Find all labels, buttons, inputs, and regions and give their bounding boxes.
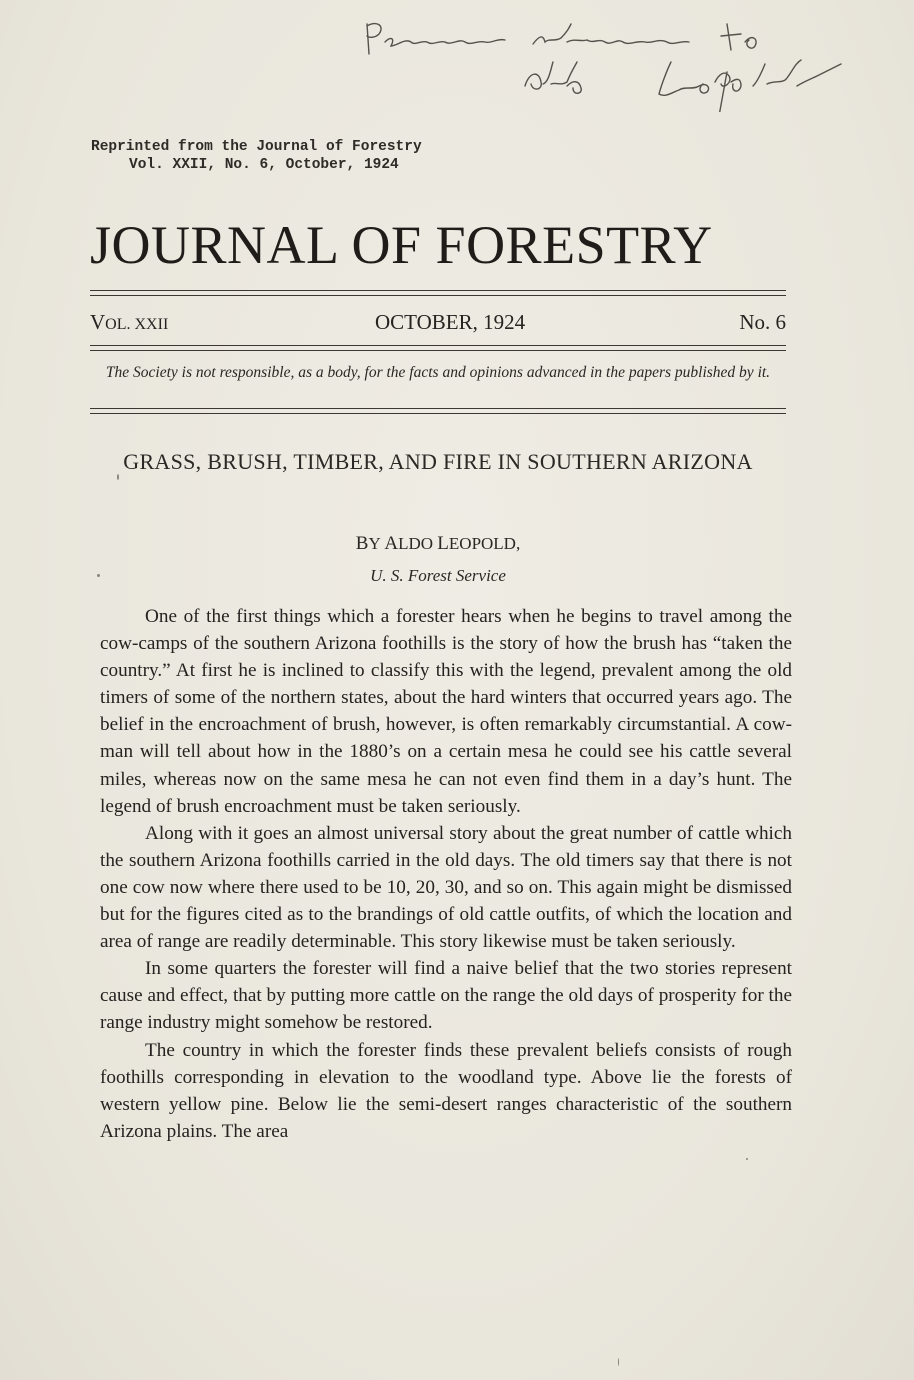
paper-speck [746,1158,748,1160]
rule-bottom-2 [90,413,786,414]
paragraph: The country in which the forester finds these prevalent beliefs consists of rough foothills corresponding in elevation to the woodland type. Above lie the forests of western yellow pine. Below lie the semi-desert ranges characteristic of the southern Arizona plains. The area [100,1039,792,1142]
paragraph: One of the first things which a forester hears when he begins to travel among the cow-camps of the southern Arizona foothills is the story of how the brush has “taken the country.” At first he is inclined to classify this with the legend, prevalent among the old timers of some of the northern states, about the hard winters that occurred years ago. The belief in the encroachment of brush, however, is often remarkably circumstantial. A cow-man will tell about how in the 1880’s on a certain mesa he could see his cattle several miles, whereas now on the same mesa he can not even find them in a day’s hunt. The legend of brush encroachment must be taken seriously. [100,606,792,817]
author-a: A [384,533,399,554]
handwritten-note [355,12,855,112]
reprint-notice [91,138,422,174]
issue-date: OCTOBER, 1924 [375,310,526,334]
author-eopold: EOPOLD, [448,534,521,553]
volume-label [90,310,168,335]
paper-speck [97,574,100,577]
reprint-line-2: Vol. XXII, No. 6, October, 1924 [129,157,399,173]
byline-b: B [355,533,369,554]
paper-speck [618,1358,619,1366]
rule-mid-1 [90,345,786,346]
paper-speck [117,474,119,480]
rule-top-1 [90,290,786,291]
paragraph: In some quarters the forester will find a naive belief that the two stories represent cause and effect, that by putting more cattle on the range the old days of prosperity for the range industry might somehow be restored. [100,958,792,1034]
rule-mid-2 [90,350,786,351]
article-title: GRASS, BRUSH, TIMBER, AND FIRE IN SOUTHERN ARIZONA [123,449,753,474]
volume-rest: OL. XXII [105,316,169,333]
journal-title: JOURNAL OF FORESTRY [90,215,713,275]
issue-info-row [90,310,786,338]
author-affiliation: U. S. Forest Service [370,566,506,585]
rule-top-2 [90,295,786,296]
issue-number: No. 6 [739,310,786,334]
author-l: L [437,533,449,554]
volume-prefix: V [90,310,106,334]
author-ldo: LDO [398,534,434,553]
byline [90,533,786,555]
article-body [100,603,792,1145]
byline-y: Y [368,534,381,553]
reprint-line-1: Reprinted from the Journal of Forestry [91,139,422,155]
society-disclaimer: The Society is not responsible, as a body, for the facts and opinions advanced in the papers published by it. [105,364,771,381]
rule-bottom-1 [90,408,786,409]
paragraph: Along with it goes an almost universal story about the great number of cattle which the southern Arizona foothills carried in the old days. The old timers say that there is not one cow now where there used to be 10, 20, 30, and so on. This again might be dismissed but for the figures cited as to the brandings of old cattle outfits, of which the location and area of range are readily determinable. This story likewise must be taken seriously. [100,822,792,953]
handwriting-signature-image [355,12,855,112]
